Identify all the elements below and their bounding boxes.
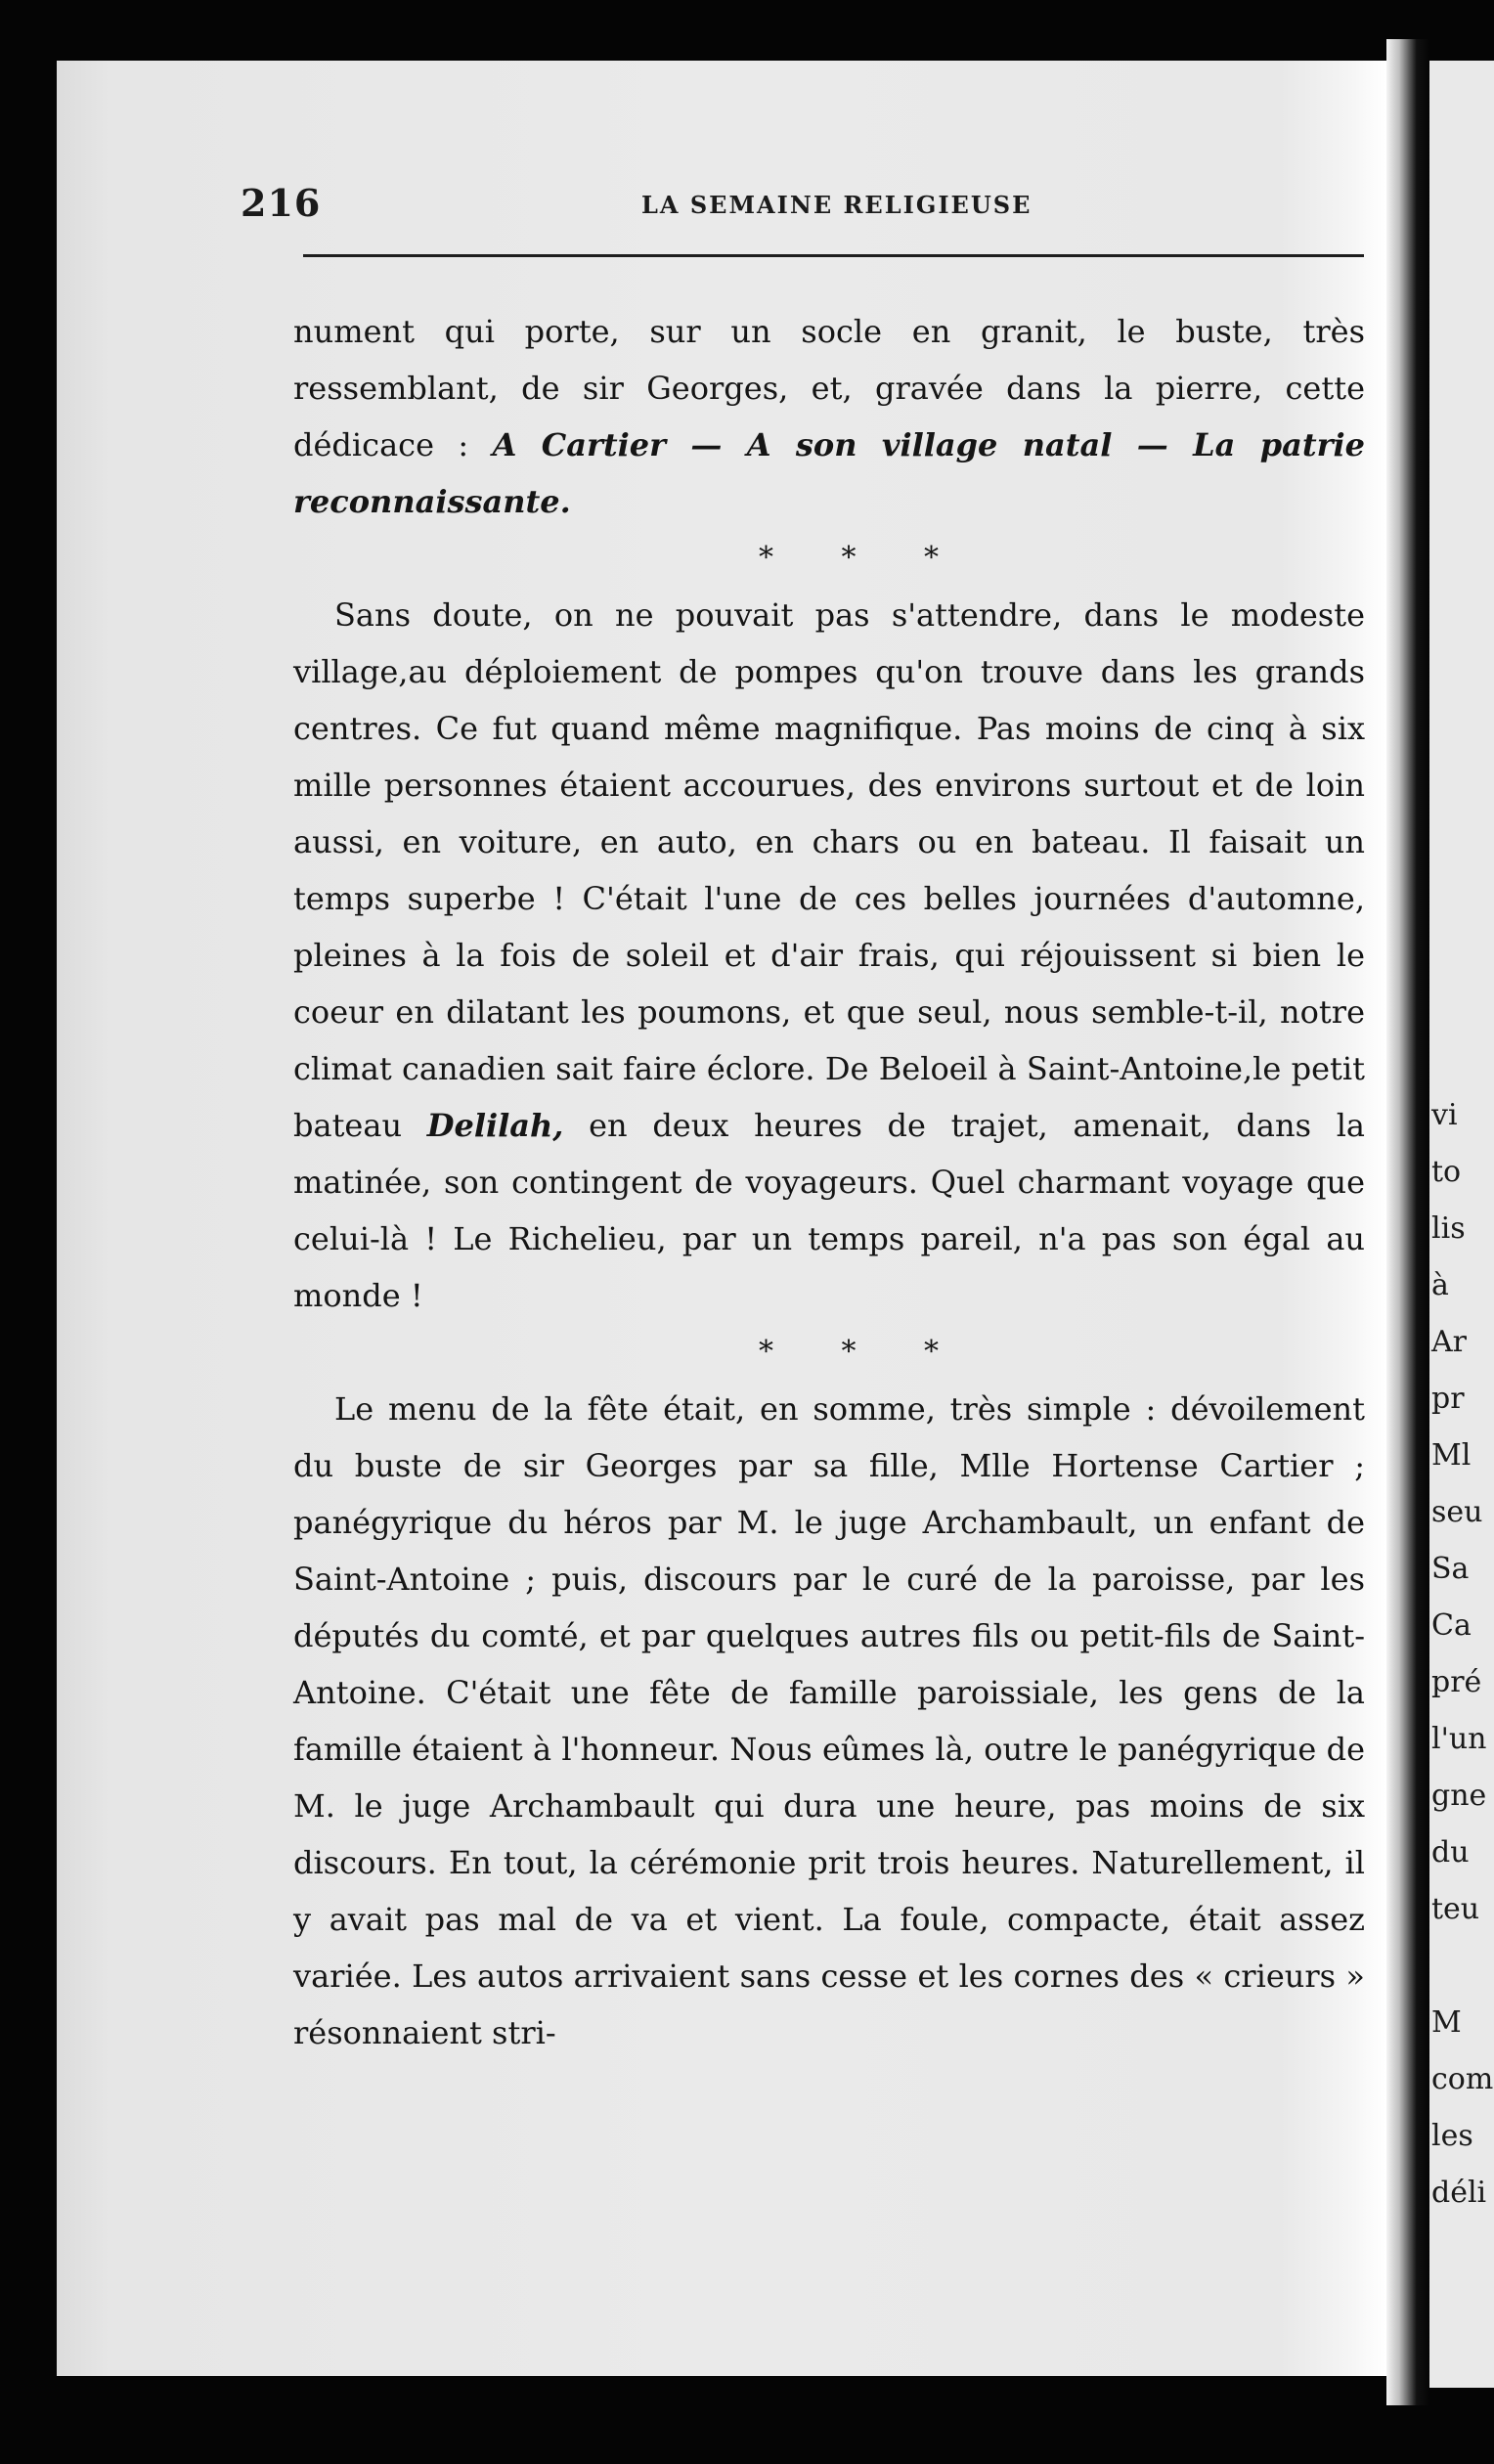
facing-line: pré xyxy=(1431,1665,1482,1699)
facing-line: M xyxy=(1431,2005,1462,2040)
facing-line: Ar xyxy=(1431,1325,1468,1359)
facing-page-edge xyxy=(1429,61,1494,2388)
facing-line: du xyxy=(1431,1835,1470,1870)
dedication: A Cartier — A son village natal — La patrie reconnaissante. xyxy=(293,426,1365,520)
body-text xyxy=(293,303,1365,2061)
facing-line: les xyxy=(1431,2119,1473,2153)
facing-line: Ca xyxy=(1431,1608,1472,1643)
facing-line: gne xyxy=(1431,1779,1487,1813)
running-head xyxy=(241,181,1365,240)
facing-line: l'un xyxy=(1431,1722,1487,1756)
facing-line: Ml xyxy=(1431,1438,1472,1473)
paragraph-2-text-a: Sans doute, on ne pouvait pas s'attendre, dans le modeste village,au déploiement de pompes qu'on trouve dans les grands centres. Ce fut quand même magnifique. Pas moins de cinq à six mille personnes étaient accourues, des environs surtout et de loin aussi, en voiture, en auto, en chars ou en bateau. Il faisait un temps superbe ! C'était l'une de ces belles journées d'automne, pleines à la fois de soleil et d'air frais, qui réjouissent si bien le coeur en dilatant les poumons, et que seul, nous semble-t-il, notre climat canadien sait faire éclore. De Beloeil à Saint-Antoine,le petit bateau xyxy=(293,596,1365,1144)
facing-line: déli xyxy=(1431,2176,1487,2210)
paragraph-2-text-b: en deux heures de trajet, amenait, dans la matinée, son contingent de voyageurs. Quel charmant voyage que celui-là ! Le Richelieu, par un temps pareil, n'a pas son égal au monde ! xyxy=(293,1107,1366,1314)
page-number: 216 xyxy=(241,181,322,225)
boat-name: Delilah, xyxy=(426,1107,564,1144)
facing-line: Sa xyxy=(1431,1552,1470,1586)
facing-line: pr xyxy=(1431,1382,1465,1416)
facing-line: lis xyxy=(1431,1211,1466,1246)
header-rule xyxy=(303,254,1364,257)
facing-line: to xyxy=(1431,1155,1462,1189)
facing-line: com xyxy=(1431,2062,1494,2096)
journal-title: LA SEMAINE RELIGIEUSE xyxy=(641,191,1033,219)
facing-line xyxy=(1431,1938,1493,1995)
paragraph-3: Le menu de la fête était, en somme, très simple : dévoilement du buste de sir Georges par sa fille, Mlle Hortense Cartier ; panégyrique du héros par M. le juge Archambault, un enfant de Saint-Antoine ; puis, discours par le curé de la paroisse, par les députés du comté, et par quelques autres fils ou petit-fils de Saint-Antoine. C'était une fête de famille paroissiale, les gens de la famille étaient à l'honneur. Nous eûmes là, outre le panégyrique de M. le juge Archambault qui dura une heure, pas moins de six discours. En tout, la cérémonie prit trois heures. Naturellement, il y avait pas mal de va et vient. La foule, compacte, était assez variée. Les autos arrivaient sans cesse et les cornes des « crieurs » résonnaient stri- xyxy=(293,1390,1365,2051)
section-separator: * * * xyxy=(758,541,969,575)
section-separator: * * * xyxy=(758,1335,969,1369)
book-gutter xyxy=(1386,39,1429,2405)
facing-line: vi xyxy=(1431,1098,1458,1132)
intro-text: nument qui porte, sur un socle en granit, le buste, très ressemblant, de sir Georges, et, gravée dans la pierre, cette dédicace : xyxy=(293,313,1365,463)
facing-line: teu xyxy=(1431,1892,1480,1926)
paragraph-2 xyxy=(293,587,1365,1324)
intro-paragraph xyxy=(293,303,1365,530)
facing-line: à xyxy=(1431,1268,1449,1302)
facing-line: seu xyxy=(1431,1495,1483,1529)
facing-page-fragments xyxy=(1431,1087,1493,2222)
